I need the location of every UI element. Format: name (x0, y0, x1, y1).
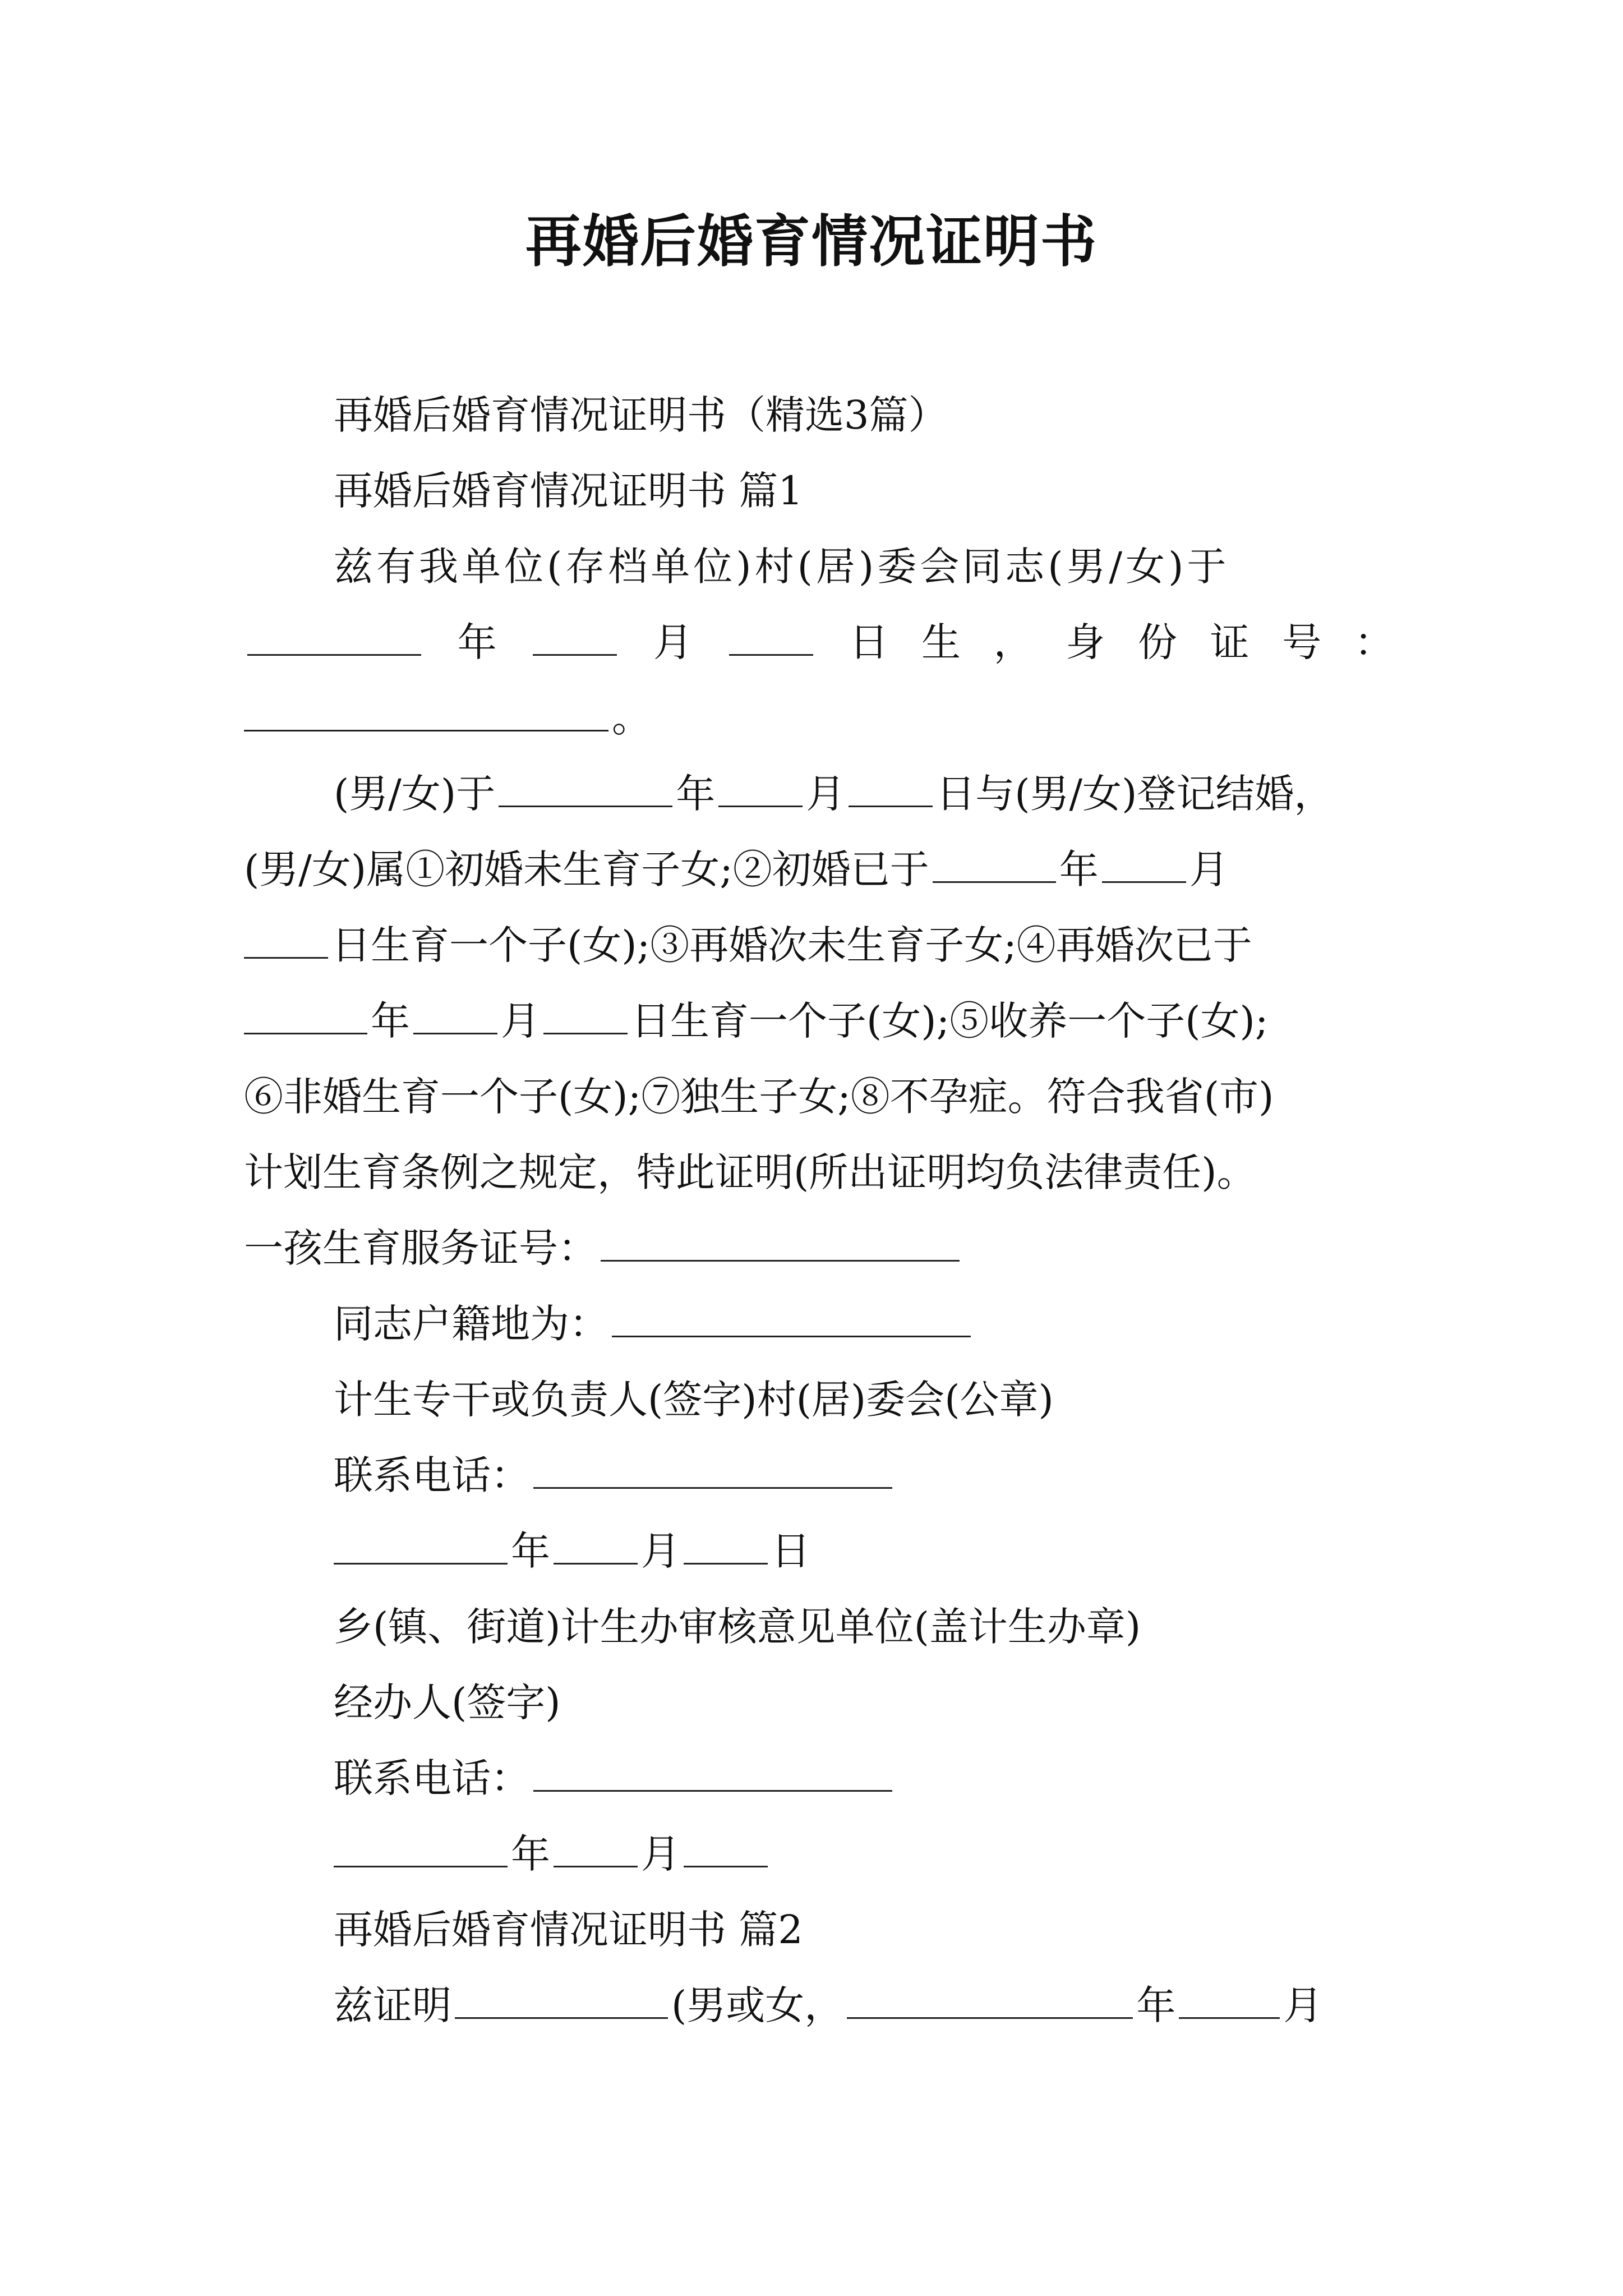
blank-marriage-year (499, 766, 672, 807)
label-fen: 份 (1137, 619, 1177, 665)
blank-date1-day (684, 1524, 768, 1565)
blank-birth-year-1 (933, 842, 1056, 883)
blank-birth-month-2 (413, 993, 497, 1034)
para2-line3: 日生育一个子(女);③再婚次未生育子女;④再婚次已于 (244, 917, 1252, 973)
label-hao: 号 (1282, 619, 1322, 665)
blank-day (729, 615, 813, 656)
label-zheng: 证 (1210, 619, 1249, 665)
blank-phone2 (533, 1751, 892, 1792)
blank-phone1 (533, 1448, 892, 1489)
blank-birth-month-1 (1102, 842, 1186, 883)
section2-line1: 兹证明 (男或女， 年 月 (334, 1977, 1322, 2033)
label-month: 月 (653, 619, 693, 665)
para2-line7: 一孩生育服务证号： (244, 1220, 963, 1276)
section2-heading: 再婚后婚育情况证明书 篇2 (334, 1907, 803, 1953)
para2-line1: (男/女)于 年 月 日与(男/女)登记结婚， (334, 766, 1333, 822)
para1-line1: 兹有我单位(存档单位)村(居)委会同志(男/女)于 (334, 544, 1230, 590)
blank-s2-year (847, 1978, 1133, 2019)
label-colon: ： (1354, 619, 1394, 665)
blank-month (533, 615, 617, 656)
blank-birth-day-1 (244, 918, 328, 959)
date1-line: 年 月 日 (334, 1523, 810, 1579)
blank-marriage-day (849, 766, 933, 807)
blank-date1-month (554, 1524, 638, 1565)
para2-line2: (男/女)属①初婚未生育子女;②初婚已于 年 月 (244, 841, 1229, 898)
label-day: 日 (849, 619, 889, 665)
para2-line6: 计划生育条例之规定，特此证明(所出证明均负法律责任)。 (244, 1149, 1256, 1195)
para2-line4: 年 月 日生育一个子(女);⑤收养一个子(女); (244, 993, 1268, 1049)
main-heading: 再婚后婚育情况证明书（精选3篇） (334, 392, 948, 438)
date2-line: 年 月 (334, 1826, 771, 1882)
blank-service-cert-number (601, 1221, 960, 1262)
signer-line: 计生专干或负责人(签字)村(居)委会(公章) (334, 1377, 1054, 1423)
blank-date2-month (554, 1826, 638, 1867)
blank-birth-year-2 (244, 993, 367, 1034)
township-line: 乡(镇、街道)计生办审核意见单位(盖计生办章) (334, 1604, 1141, 1650)
section1-heading: 再婚后婚育情况证明书 篇1 (334, 468, 803, 514)
para1-line2 (244, 614, 1394, 670)
para2-line5: ⑥非婚生育一个子(女);⑦独生子女;⑧不孕症。符合我省(市) (244, 1074, 1274, 1120)
blank-s2-month (1179, 1978, 1280, 2019)
handler-line: 经办人(签字) (334, 1680, 561, 1726)
blank-date2-year (334, 1826, 508, 1867)
label-comma: ， (993, 619, 1033, 665)
para1-line3: 。 (244, 690, 651, 746)
blank-birth-day-2 (543, 993, 628, 1034)
blank-name (455, 1978, 668, 2019)
document-title: 再婚后婚育情况证明书 (525, 208, 1098, 274)
label-sheng: 生 (921, 619, 961, 665)
blank-date1-year (334, 1524, 508, 1565)
blank-marriage-month (718, 766, 803, 807)
phone2-line: 联系电话： (334, 1750, 896, 1806)
blank-date2-day (684, 1826, 768, 1867)
blank-id-number (244, 691, 608, 731)
blank-year (247, 615, 421, 656)
household-line: 同志户籍地为： (334, 1296, 974, 1352)
phone1-line: 联系电话： (334, 1447, 896, 1503)
label-shen: 身 (1066, 619, 1105, 665)
blank-household (612, 1296, 971, 1337)
label-year: 年 (457, 619, 497, 665)
